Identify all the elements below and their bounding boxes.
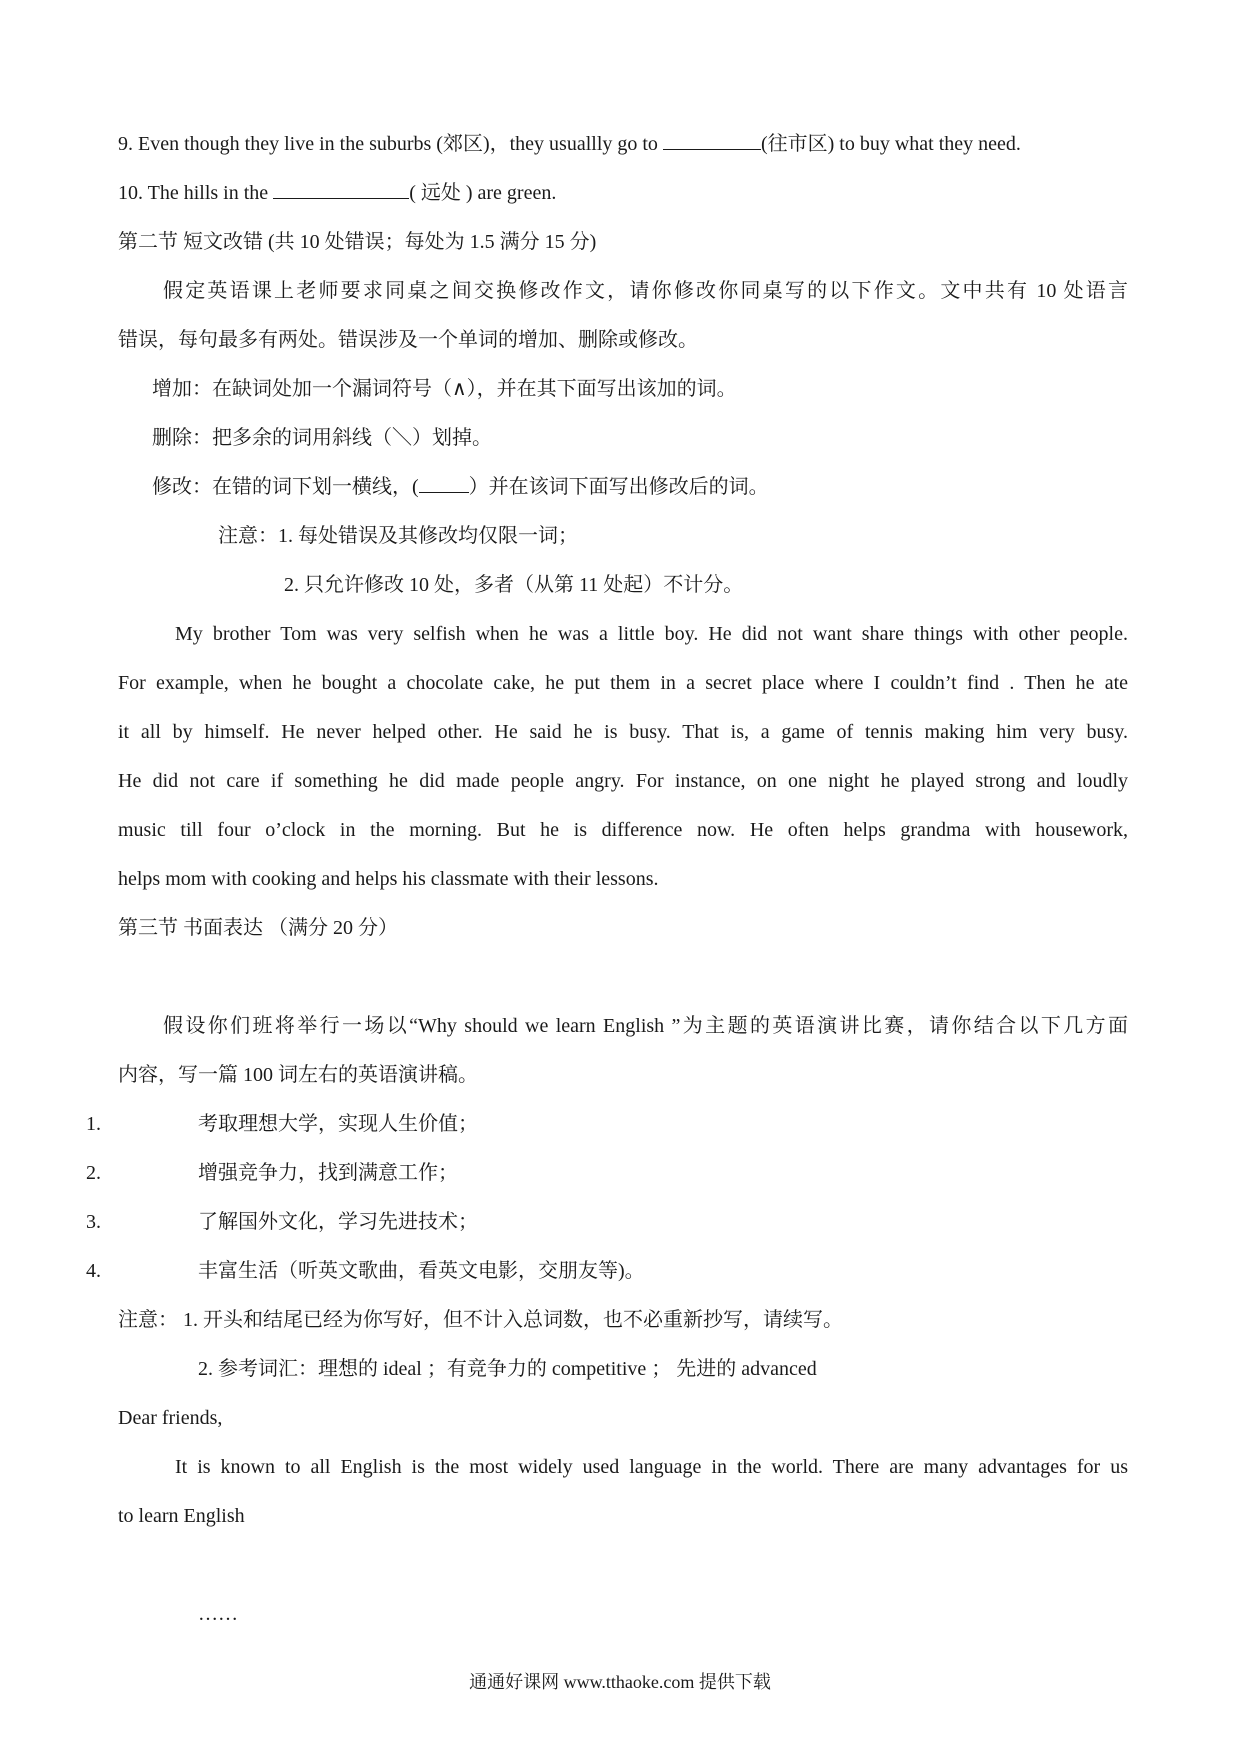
letter-body-line-2: to learn English xyxy=(118,1505,245,1527)
modify-rule-text-after: ）并在该词下面写出修改后的词。 xyxy=(468,476,769,498)
passage-line: For example, when he bought a chocolate cake, he put them in a secret place where I couldn’t find . Then he ate xyxy=(118,672,1128,694)
section-3-intro-line-1: 假设你们班将举行一场以“Why should we learn English ”为主题的英语演讲比赛，请你结合以下几方面 xyxy=(163,1015,1128,1037)
letter-ellipsis: …… xyxy=(198,1603,238,1625)
modify-rule-underline-sample xyxy=(419,474,469,493)
letter-greeting: Dear friends, xyxy=(118,1407,223,1429)
passage-line: helps mom with cooking and helps his classmate with their lessons. xyxy=(118,868,659,890)
list-item-text: 考取理想大学，实现人生价值； xyxy=(198,1113,478,1135)
section-3-title: 第三节 书面表达 （满分 20 分） xyxy=(118,917,398,939)
list-item-number: 3. xyxy=(86,1211,101,1233)
list-item-number: 2. xyxy=(86,1162,101,1184)
question-10-blank[interactable] xyxy=(273,180,409,199)
passage-line: He did not care if something he did made people angry. For instance, on one night he played strong and loudly xyxy=(118,770,1128,792)
section-2-intro-line-1: 假定英语课上老师要求同桌之间交换修改作文，请你修改你同桌写的以下作文。文中共有 10 处语言 xyxy=(163,280,1128,302)
delete-rule: 删除：把多余的词用斜线（＼）划掉。 xyxy=(152,427,492,449)
section-2-note-2: 2. 只允许修改 10 处，多者（从第 11 处起）不计分。 xyxy=(284,574,744,596)
modify-rule-text-before: 修改：在错的词下划一横线，( xyxy=(152,476,419,498)
list-item-number: 4. xyxy=(86,1260,101,1282)
question-9-text-after: (往市区) to buy what they need. xyxy=(760,133,1021,155)
section-2-note-1: 注意：1. 每处错误及其修改均仅限一词； xyxy=(218,525,578,547)
passage-line: music till four o’clock in the morning. But he is difference now. He often helps grandma with housework, xyxy=(118,819,1128,841)
list-item-text: 增强竞争力，找到满意工作； xyxy=(198,1162,458,1184)
section-2-title: 第二节 短文改错 (共 10 处错误；每处为 1.5 满分 15 分) xyxy=(118,231,597,253)
modify-rule xyxy=(152,474,769,500)
passage-line: My brother Tom was very selfish when he was a little boy. He did not want share things with other people. xyxy=(175,623,1128,645)
question-10-text-before: 10. The hills in the xyxy=(118,182,274,204)
section-3-note-2: 2. 参考词汇：理想的 ideal ；有竞争力的 competitive ； 先进的 advanced xyxy=(198,1358,817,1380)
section-3-note-1: 注意： 1. 开头和结尾已经为你写好，但不计入总词数，也不必重新抄写，请续写。 xyxy=(118,1309,843,1331)
question-9-text-before: 9. Even though they live in the suburbs (郊区)，they usuallly go to xyxy=(118,133,663,155)
question-9-blank[interactable] xyxy=(663,131,761,150)
letter-body-line-1: It is known to all English is the most widely used language in the world. There are many advantages for us xyxy=(175,1456,1128,1478)
question-10-text-after: ( 远处 ) are green. xyxy=(409,182,557,204)
section-2-intro-line-2: 错误，每句最多有两处。错误涉及一个单词的增加、删除或修改。 xyxy=(118,329,698,351)
list-item-text: 丰富生活（听英文歌曲，看英文电影，交朋友等)。 xyxy=(198,1260,645,1282)
list-item-text: 了解国外文化，学习先进技术； xyxy=(198,1211,478,1233)
list-item-number: 1. xyxy=(86,1113,101,1135)
page-footer: 通通好课网 www.tthaoke.com 提供下载 xyxy=(469,1672,771,1692)
question-9 xyxy=(118,131,1021,157)
passage-line: it all by himself. He never helped other. He said he is busy. That is, a game of tennis making him very busy. xyxy=(118,721,1128,743)
question-10 xyxy=(118,180,556,206)
section-3-intro-line-2: 内容，写一篇 100 词左右的英语演讲稿。 xyxy=(118,1064,478,1086)
add-rule: 增加：在缺词处加一个漏词符号（∧），并在其下面写出该加的词。 xyxy=(152,378,737,400)
